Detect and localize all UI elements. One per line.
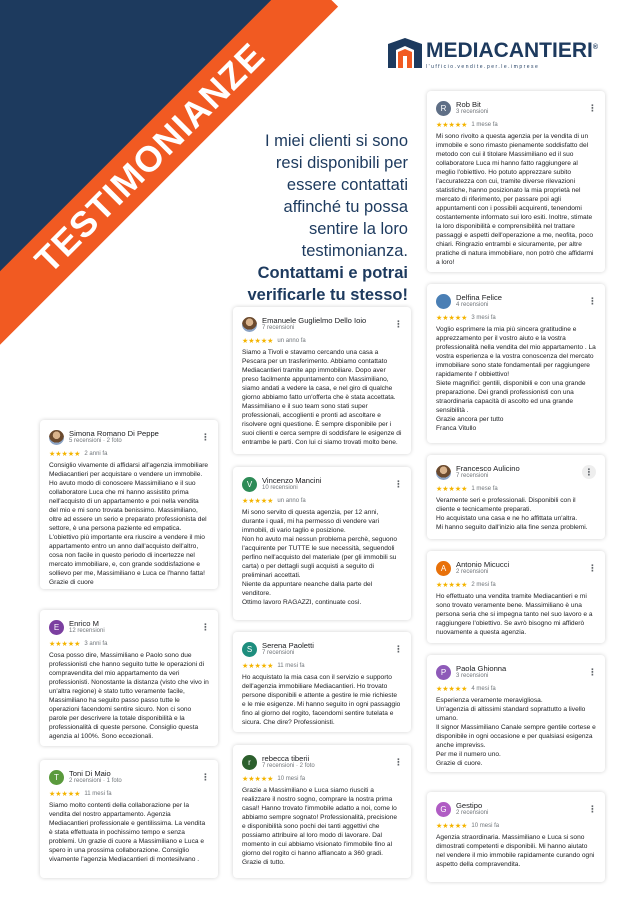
review-text: Siamo molto contenti della collaborazione per la vendita del nostro appartamento. Agenzia Mediacantieri professionale e gentilissima. La vendita è stata effettuata in pochissimo tempo e senza problemi. Un grazie di cuore a Massimiliano e Luca e spero in una prossima collaborazione. Consiglio vivamente l'agenzia Mediacantieri di montesilvano .: [49, 802, 207, 863]
logo-registered: ®: [592, 43, 599, 51]
intro-bold: Contattami e potrai verificarle tu stesso!: [247, 264, 408, 304]
star-rating: ★★★★★: [242, 498, 274, 505]
avatar: E: [49, 620, 64, 635]
review-card: [427, 455, 605, 539]
reviewer-name: Serena Paoletti: [262, 641, 314, 650]
review-text: Ho effettuato una vendita tramite Mediacantieri e mi sono trovato veramente bene. Massimiliano è una persona seria che si impegna tanto nel suo lavoro e a raggiungere l'obiettivo. Se avrò bisogno mi affiderò nuovamente a questa agenzia.: [436, 593, 595, 636]
more-options-icon[interactable]: ⋮: [582, 465, 596, 479]
review-text: Veramente seri e professionali. Disponibili con il cliente e tecnicamente preparati. Ho acquistato una casa e ne ho affittata un'altra. Mi hanno seguito dall'inizio alla fine senza problemi.: [436, 497, 588, 531]
review-card: [40, 420, 218, 589]
intro-text: [240, 130, 408, 306]
review-text: Mi sono servito di questa agenzia, per 12 anni, durante i quali, mi ha permesso di vendere vari immobili, di vario taglio e posizione. Non ho avuto mai nessun problema perchè, seguono l'acquirente per TUTTE le sue necessità, seguendoli perfino nell'acquisto del materiale (per gli immobili su carta) o per dettagli sugli acquisti a seguito di preliminari accettati. Niente da appuntare neanche dalla parte del venditore. Ottimo lavoro RAGAZZI, continuate così.: [242, 509, 398, 606]
avatar: R: [436, 101, 451, 116]
logo-mark-icon: [388, 38, 422, 68]
star-rating: ★★★★★: [436, 582, 468, 589]
review-card: [427, 792, 605, 882]
reviewer-meta: 7 recensioni: [456, 473, 489, 479]
reviewer-name: Emanuele Guglielmo Dello Ioio: [262, 316, 367, 325]
reviewer-name: Delfina Felice: [456, 293, 503, 302]
review-text: Mi sono rivolto a questa agenzia per la vendita di un immobile e sono rimasto pienamente soddisfatto del metodo con cui il titolare Massimiliano ed il suo collaboratore Luca mi hanno fatto raggiungere al meglio l'obiettivo. Ho potuto apprezzare subito l'accuratezza con cui, tramite diverse rilevazioni statistiche, hanno posizionato la mia proprietà nel mercato di riferimento, per passare poi agli appuntamenti con i possibili acquirenti, tenendomi costantemente informato sui loro esiti. Inoltre, stimate la loro disponibilità e comprensibilità nel trattare passaggi e aspetti dell'operazione a me, neofita, poco chiari. Ringrazio entrambi e sicuramente, per altre pratiche di natura immobiliare, non potrò che affidarmi a loro!: [436, 133, 596, 266]
more-options-icon[interactable]: ⋮: [394, 756, 403, 767]
avatar: [436, 294, 451, 309]
reviewer-name: Enrico M: [69, 619, 99, 628]
more-options-icon[interactable]: ⋮: [394, 478, 403, 489]
review-card: [427, 551, 605, 643]
reviewer-meta: 3 recensioni: [456, 109, 489, 115]
star-rating: ★★★★★: [49, 791, 81, 798]
review-date: 4 mesi fa: [471, 686, 496, 692]
intro-regular: I miei clienti si sono resi disponibili per essere contattati affinché tu possa sentire la loro testimonianza.: [264, 132, 408, 260]
avatar: S: [242, 642, 257, 657]
avatar: [436, 465, 451, 480]
review-text: Voglio esprimere la mia più sincera gratitudine e apprezzamento per il vostro aiuto e la vostra professionalità nella vendita del mio appartamento . La vostra esperienza e la vostra conoscenza del mercato immobiliare sono state fondamentali per raggiungere rapidamente l' obbiettivo! Siete magnifici: gentili, disponibili e con una grande preparazione. Dei grandi professionisti con una straordinaria capacità di ascolto ed una grande sensibilità . Grazie ancora per tutto Franca Vitullo: [436, 326, 596, 432]
star-rating: ★★★★★: [436, 315, 468, 322]
review-date: 3 mesi fa: [471, 315, 496, 321]
reviewer-name: Gestipo: [456, 801, 483, 810]
more-options-icon[interactable]: ⋮: [588, 102, 597, 113]
reviewer-name: rebecca tiberii: [262, 754, 310, 763]
review-date: un anno fa: [277, 338, 306, 344]
avatar: [49, 430, 64, 445]
banner-title: TESTIMONIANZE: [26, 34, 273, 281]
review-text: Grazie a Massimiliano e Luca siamo riusciti a realizzare il nostro sogno, comprare la nostra prima casa!! Hanno trovato l'immobile adatto a noi, come lo abbiamo sempre sognato! Professionalità, precisione e disponibilità sono pochi dei tanti aggettivi che possiamo attribuire al loro modo di lavorare. Dal momento in cui abbiamo visionato l'immobile fino al giorno del rogito ci hanno affiancato a 360 gradi. Grazie di tutto.: [242, 787, 399, 866]
reviewer-meta: 12 recensioni: [69, 628, 105, 634]
star-rating: ★★★★★: [436, 823, 468, 830]
review-card: [427, 91, 605, 272]
review-text: Esperienza veramente meravigliosa. Un'agenzia di altissimi standard soprattutto a livello umano. Il signor Massimiliano Canale sempre gentile cortese e disponibile in ogni occasione e per qualsiasi esigenza anche impreviss. Per me il numero uno. Grazie di cuore.: [436, 697, 596, 767]
review-card: [427, 284, 605, 443]
reviewer-meta: 10 recensioni: [262, 485, 298, 491]
logo-tagline: l'ufficio.vendite.per.le.imprese: [426, 63, 540, 70]
reviewer-meta: 7 recensioni: [262, 650, 295, 656]
more-options-icon[interactable]: ⋮: [394, 643, 403, 654]
review-date: 2 mesi fa: [471, 582, 496, 588]
avatar: r: [242, 755, 257, 770]
reviewer-meta: 5 recensioni · 2 foto: [69, 438, 122, 444]
more-options-icon[interactable]: ⋮: [588, 803, 597, 814]
avatar: V: [242, 477, 257, 492]
reviewer-name: Simona Romano Di Peppe: [69, 429, 159, 438]
review-text: Agenzia straordinaria. Massimiliano e Luca si sono dimostrati competenti e disponibili. Mi hanno aiutato nel vendere il mio immobile rapidamente curando ogni aspetto della compravendita.: [436, 834, 597, 868]
reviewer-name: Vincenzo Mancini: [262, 476, 322, 485]
more-options-icon[interactable]: ⋮: [201, 431, 210, 442]
review-card: [233, 307, 411, 454]
reviewer-name: Francesco Aulicino: [456, 464, 520, 473]
review-date: 1 mese fa: [471, 486, 498, 492]
star-rating: ★★★★★: [49, 451, 81, 458]
avatar: G: [436, 802, 451, 817]
reviewer-meta: 7 recensioni · 2 foto: [262, 763, 315, 769]
review-date: 1 mese fa: [471, 122, 498, 128]
more-options-icon[interactable]: ⋮: [201, 621, 210, 632]
review-text: Cosa posso dire, Massimiliano e Paolo sono due professionisti che hanno seguito tutte le operazioni di compravendita del mio appartamento da veri professionisti. Nonostante la distanza (visto che vivo in un'altra regione) è stato tutto veramente facile, Massimiliano ha seguito passo passo tutte le operazioni facendomi sentire sicuro. Non ci sono parole per descrivere la totale disponibilità e la professionalità di queste persone. Consiglio questa agenzia al 100%. Sono eccezionali.: [49, 652, 211, 740]
review-card: [40, 610, 218, 746]
review-date: 3 anni fa: [84, 641, 108, 647]
star-rating: ★★★★★: [242, 776, 274, 783]
review-date: 10 mesi fa: [277, 776, 306, 782]
reviewer-name: Rob Bit: [456, 100, 481, 109]
review-text: Siamo a Tivoli e stavamo cercando una casa a Pescara per un trasferimento. Abbiamo contattato Mediacantieri tramite app immobiliare. Dopo aver preso facilmente appuntamento con Massimiliano, siamo andati a vedere la casa, e nel giro di qualche giorno abbiamo fatto un'offerta che è stata accettata. Massimiliano e il suo team sono stati super professionali, accoglienti e pronti ad ascoltare e risolvere ogni questione. È sempre disponibile per i suoi clienti e cerca sempre di soddisfare le esigenze di entrambe le parti. Con lui ci siamo trovati molto bene.: [242, 349, 404, 446]
star-rating: ★★★★★: [436, 486, 468, 493]
review-card: [233, 632, 411, 732]
logo-title: MEDIACANTIERI: [426, 38, 593, 62]
more-options-icon[interactable]: ⋮: [588, 562, 597, 573]
reviewer-meta: 2 recensioni · 1 foto: [69, 778, 122, 784]
more-options-icon[interactable]: ⋮: [588, 666, 597, 677]
review-card: [233, 745, 411, 878]
star-rating: ★★★★★: [436, 686, 468, 693]
review-card: [40, 760, 218, 878]
reviewer-meta: 2 recensioni: [456, 810, 489, 816]
star-rating: ★★★★★: [242, 338, 274, 345]
reviewer-meta: 7 recensioni: [262, 325, 295, 331]
review-text: Consiglio vivamente di affidarsi all'agenzia immobiliare Mediacantieri per acquistare o vendere un immobile. Ho avuto modo di conoscere Massimiliano e il suo collaboratore Luca che mi hanno assistito prima nell'acquisto di un appartamento e poi nella vendita del mio e mi sono trovata benissimo. Massimiliano, oltre ad essere un serio e preparato professionista del settore, è una persona paziente ed empatica. L'obiettivo più importante era riuscire a vendere il mio appartamento entro un anno dall'acquisto dell'altro, cosa non facile in questo periodo di incertezze nel mercato immobiliare, e, con grande soddisfazione e sollievo per me, Massimiliano e Luca ce l'hanno fatta! Grazie di cuore: [49, 462, 209, 586]
more-options-icon[interactable]: ⋮: [588, 295, 597, 306]
more-options-icon[interactable]: ⋮: [201, 771, 210, 782]
reviewer-meta: 2 recensioni: [456, 569, 489, 575]
reviewer-meta: 3 recensioni: [456, 673, 489, 679]
more-options-icon[interactable]: ⋮: [394, 318, 403, 329]
review-text: Ho acquistato la mia casa con il servizio e supporto dell'agenzia immobiliare Mediacantieri. Ho trovato persone disponibili e attente a gestire le mie richieste e le mie esigenze. Mi hanno seguito in ogni passaggio fino al giorno del rogito, facendomi sentire tutelata e sicura. Che dire? Professionisti.: [242, 674, 403, 726]
star-rating: ★★★★★: [49, 641, 81, 648]
avatar: [242, 317, 257, 332]
review-date: un anno fa: [277, 498, 306, 504]
reviewer-name: Antonio Micucci: [456, 560, 510, 569]
star-rating: ★★★★★: [436, 122, 468, 129]
star-rating: ★★★★★: [242, 663, 274, 670]
review-card: [233, 467, 411, 620]
review-card: [427, 655, 605, 772]
reviewer-name: Paola Ghionna: [456, 664, 507, 673]
review-date: 2 anni fa: [84, 451, 108, 457]
avatar: T: [49, 770, 64, 785]
review-date: 11 mesi fa: [277, 663, 305, 669]
mediacantieri-logo: [388, 31, 602, 75]
reviewer-meta: 4 recensioni: [456, 302, 489, 308]
review-date: 11 mesi fa: [84, 791, 112, 797]
avatar: P: [436, 665, 451, 680]
review-date: 10 mesi fa: [471, 823, 500, 829]
reviewer-name: Toni Di Maio: [69, 769, 111, 778]
avatar: A: [436, 561, 451, 576]
